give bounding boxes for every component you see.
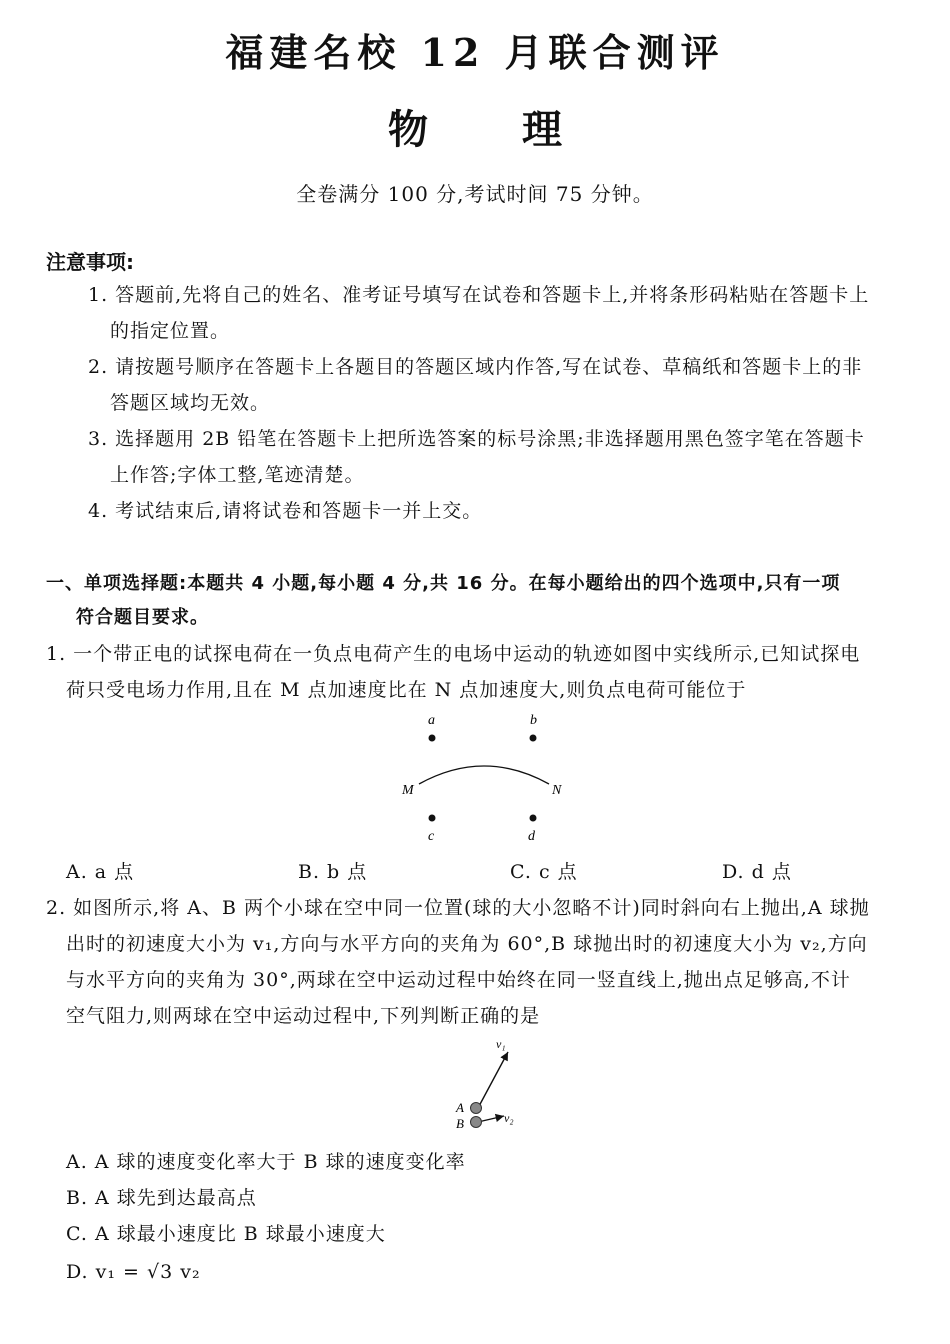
q1-stem: 荷只受电场力作用,且在 M 点加速度比在 N 点加速度大,则负点电荷可能位于 [66,679,747,701]
q2-projectile-figure [446,1036,526,1136]
q1-field-figure [398,708,570,850]
q2-option-d[interactable]: D. v₁ = √3 v₂ [66,1261,201,1283]
notice-line: 4. 考试结束后,请将试卷和答题卡一并上交。 [88,500,483,522]
q2-option-a[interactable]: A. A 球的速度变化率大于 B 球的速度变化率 [66,1151,466,1173]
point-N-label: N [552,783,562,798]
q1-option-c[interactable]: C. c 点 [510,861,578,883]
notice-line: 答题区域均无效。 [110,392,271,414]
point-a [429,735,436,742]
exam-title: 福建名校 12 月联合测评 [225,30,725,75]
notice-line: 上作答;字体工整,笔迹清楚。 [110,464,365,486]
point-d-label: d [528,829,535,844]
notice-line: 3. 选择题用 2B 铅笔在答题卡上把所选答案的标号涂黑;非选择题用黑色签字笔在答题卡 [88,428,865,450]
point-d [530,815,537,822]
ball-B [471,1117,482,1128]
q2-stem: 空气阻力,则两球在空中运动过程中,下列判断正确的是 [66,1005,541,1027]
point-c [429,815,436,822]
ball-B-label: B [456,1116,464,1131]
subject-title: 物 理 [388,106,602,153]
notice-heading: 注意事项: [46,250,134,274]
q1-option-a[interactable]: A. a 点 [66,861,135,883]
point-M-label: M [402,783,414,798]
notice-line: 2. 请按题号顺序在答题卡上各题目的答题区域内作答,写在试卷、草稿纸和答题卡上的非 [88,356,863,378]
exam-info: 全卷满分 100 分,考试时间 75 分钟。 [296,182,654,206]
point-c-label: c [428,829,435,844]
ball-A [471,1103,482,1114]
point-b-label: b [530,713,537,728]
point-a-label: a [428,713,435,728]
q2-option-c[interactable]: C. A 球最小速度比 B 球最小速度大 [66,1223,386,1245]
q1-stem: 1. 一个带正电的试探电荷在一负点电荷产生的电场中运动的轨迹如图中实线所示,已知试探电 [46,643,861,665]
v1-label: v₁ [496,1037,506,1051]
q1-option-b[interactable]: B. b 点 [298,861,368,883]
q2-option-b[interactable]: B. A 球先到达最高点 [66,1187,257,1209]
q2-stem: 与水平方向的夹角为 30°,两球在空中运动过程中始终在同一竖直线上,抛出点足够高,不计 [66,969,851,991]
v1-arrow [478,1052,508,1108]
notice-line: 的指定位置。 [110,320,231,342]
section-heading: 一、单项选择题:本题共 4 小题,每小题 4 分,共 16 分。在每小题给出的四个选项中,只有一项 [46,573,841,594]
point-b [530,735,537,742]
trajectory-curve [419,766,549,784]
q2-stem: 2. 如图所示,将 A、B 两个小球在空中同一位置(球的大小忽略不计)同时斜向右上抛出,A 球抛 [46,897,870,919]
v2-label: v₂ [504,1111,514,1125]
q1-option-d[interactable]: D. d 点 [722,861,792,883]
ball-A-label: A [456,1100,464,1115]
notice-line: 1. 答题前,先将自己的姓名、准考证号填写在试卷和答题卡上,并将条形码粘贴在答题卡上 [88,284,870,306]
section-heading-cont: 符合题目要求。 [76,607,209,628]
q2-stem: 出时的初速度大小为 v₁,方向与水平方向的夹角为 60°,B 球抛出时的初速度大小为 v₂,方向 [66,933,868,955]
